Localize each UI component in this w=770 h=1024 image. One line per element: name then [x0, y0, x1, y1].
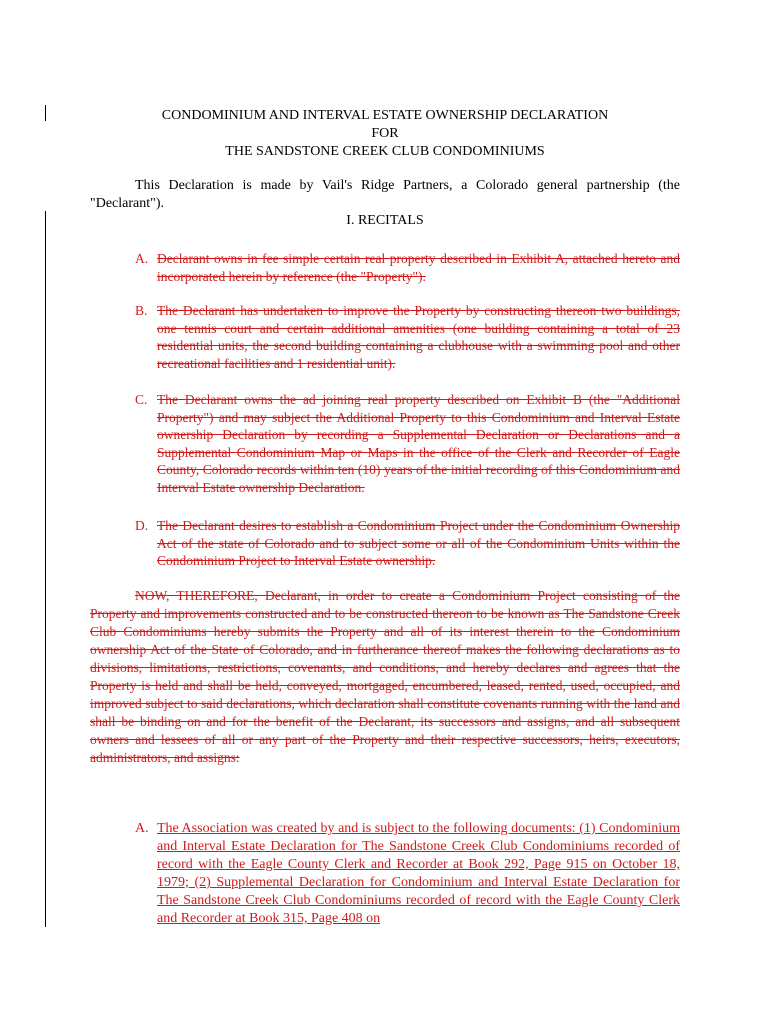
recital-item: [135, 391, 680, 496]
intro-paragraph: This Declaration is made by Vail's Ridge Partners, a Colorado general partnership (the "Declarant").: [90, 178, 680, 211]
recital-item: [135, 517, 680, 570]
change-bar: [45, 211, 46, 927]
recital-item: [135, 250, 680, 285]
recital-text: The Declarant owns the ad joining real property described on Exhibit B (the "Additional Property") and may subject the Additional Property to this Condominium and Interval Estate ownership Declaration by recording a Supplemental Declaration or Declarations and a Supplemental Condominium Map or Maps in the office of the Clerk and Recorder of Eagle County, Colorado records within ten (10) years of the initial recording of this Condominium and Interval Estate ownership Declaration.: [157, 392, 680, 495]
recital-label: B.: [135, 303, 148, 318]
now-therefore-paragraph: NOW, THEREFORE, Declarant, in order to create a Condominium Project consisting of the Property and improvements constructed and to be constructed thereon to be known as The Sandstone Creek Club Condominiums hereby submits the Property and all of its interest therein to the Condominium ownership Act of the State of Colorado, and in furtherance thereof makes the following declarations as to divisions, limitations, restrictions, covenants, and conditions, and hereby declares and agrees that the Property is held and shall be held, conveyed, mortgaged, encumbered, leased, rented, used, occupied, and improved subject to said declarations, which declaration shall constitute covenants running with the land and shall be binding on and for the benefit of the Declarant, its successors and assigns, and all subsequent owners and lessees of all or any part of the Property and their respective successors, heirs, executors, administrators, and assigns:: [90, 588, 680, 765]
document-title-line-3: THE SANDSTONE CREEK CLUB CONDOMINIUMS: [225, 144, 545, 159]
change-bar: [45, 105, 46, 121]
document-title-line-2: FOR: [371, 126, 399, 141]
inserted-item: [135, 820, 680, 928]
recital-text: The Declarant desires to establish a Condominium Project under the Condominium Ownership Act of the state of Colorado and to subject some or all of the Condominium Units within the Condominium Project to Interval Estate ownership.: [157, 518, 680, 568]
recital-label: D.: [135, 518, 149, 533]
recital-item: [135, 302, 680, 372]
recitals-heading: I. RECITALS: [346, 213, 424, 228]
recital-label: A.: [135, 251, 149, 266]
document-title-line-1: CONDOMINIUM AND INTERVAL ESTATE OWNERSHIP DECLARATION: [161, 108, 609, 123]
inserted-item-text: The Association was created by and is subject to the following documents: (1) Condominium and Interval Estate Declaration for The Sandstone Creek Club Condominiums recorded of record with the Eagle County Clerk and Recorder at Book 292, Page 915 on October 18, 1979; (2) Supplemental Declaration for Condominium and Interval Estate Declaration for The Sandstone Creek Club Condominiums recorded of record with the Eagle County Clerk and Recorder at Book 315, Page 408 on: [157, 821, 680, 926]
recital-text: Declarant owns in fee simple certain real property described in Exhibit A, attached hereto and incorporated herein by reference (the "Property").: [157, 251, 680, 284]
recital-text: The Declarant has undertaken to improve the Property by constructing thereon two buildings, one tennis court and certain additional amenities (one building containing a total of 23 residential units, the second building containing a clubhouse with a swimming pool and other recreational facilities and 1 residential unit).: [157, 303, 680, 371]
recital-label: C.: [135, 392, 148, 407]
inserted-item-label: A.: [135, 821, 149, 836]
